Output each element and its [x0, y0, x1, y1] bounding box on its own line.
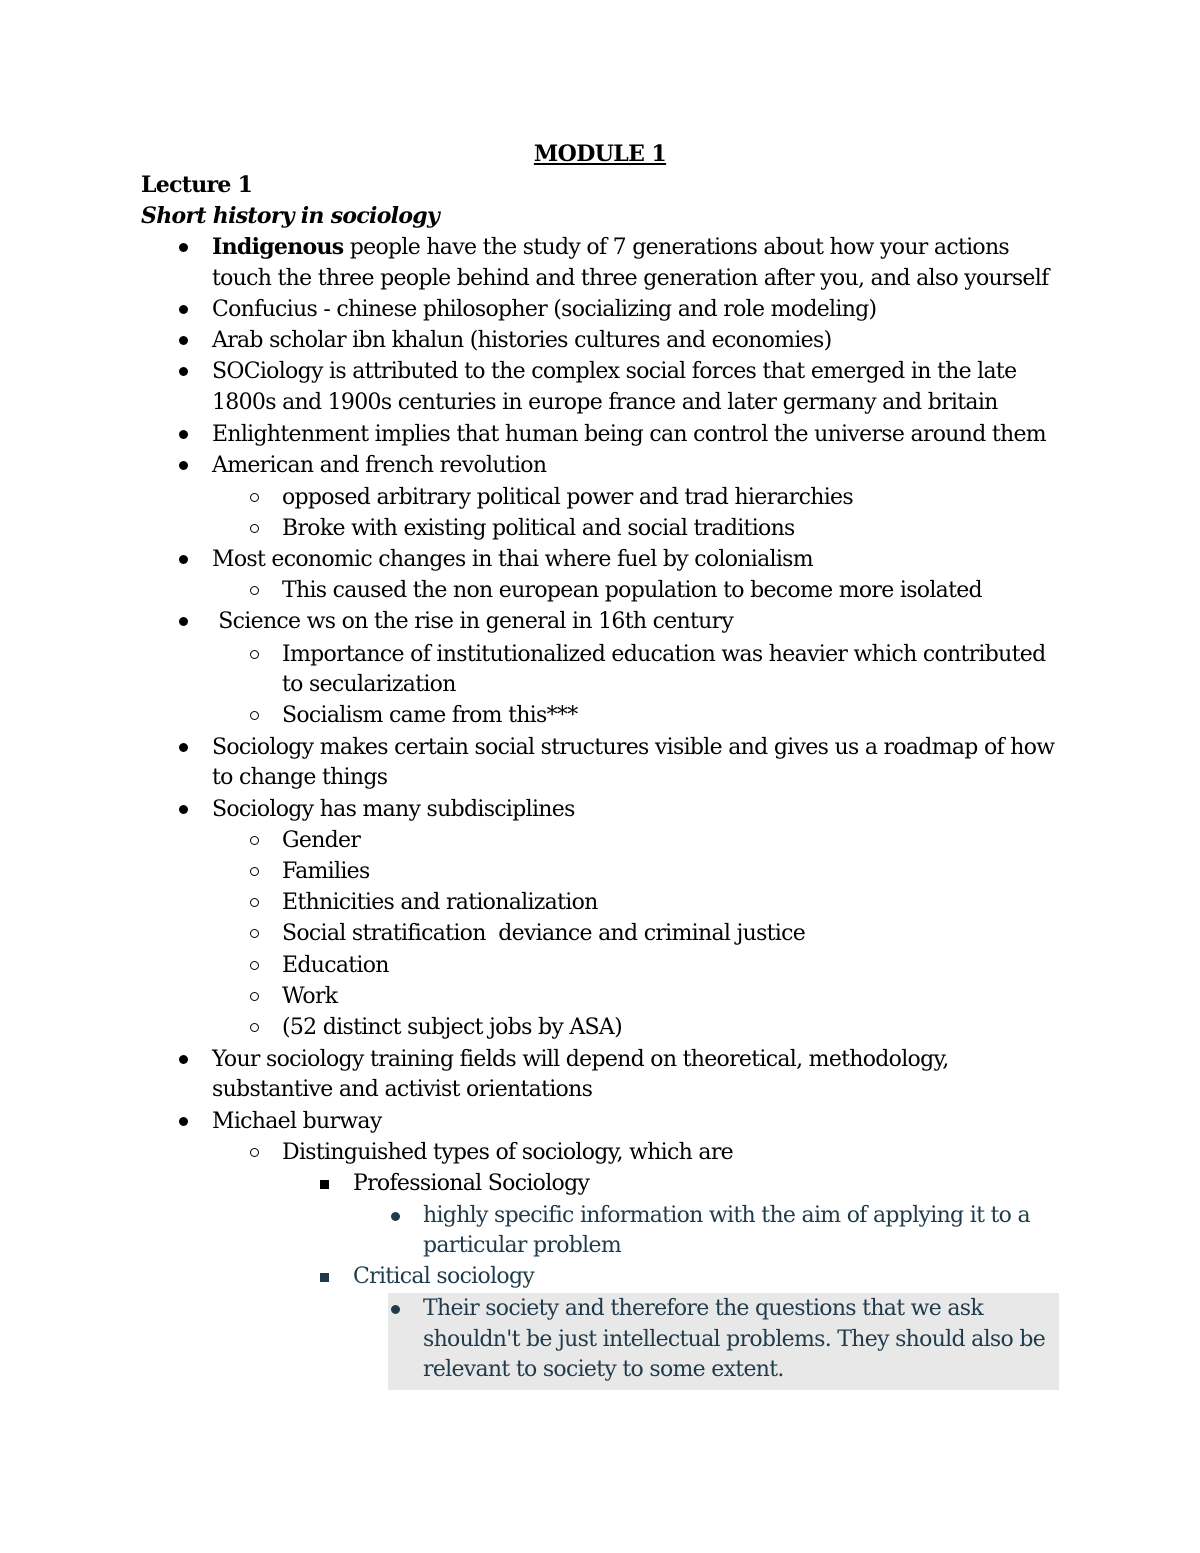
fourth-level-item: Their society and therefore the questions that we ask [423, 1296, 984, 1321]
list-item: Your sociology training fields will depend on theoretical, methodology, [212, 1047, 949, 1072]
sub-list-item: Broke with existing political and social traditions [282, 516, 795, 541]
sub-list-item-continuation: to secularization [282, 672, 456, 697]
fourth-level-item-continuation: shouldn't be just intellectual problems. They should also be [423, 1327, 1046, 1352]
bullet-dot [179, 805, 188, 814]
list-item-continuation: to change things [212, 765, 388, 790]
fourth-level-item: highly specific information with the aim of applying it to a [423, 1203, 1030, 1228]
list-item: Michael burway [212, 1109, 382, 1134]
bullet-circle [250, 898, 259, 907]
bullet-dot [179, 367, 188, 376]
list-item-continuation: 1800s and 1900s centuries in europe france and later germany and britain [212, 390, 998, 415]
bullet-circle [250, 586, 259, 595]
list-item: Science ws on the rise in general in 16th century [212, 609, 734, 634]
sub-list-item: This caused the non european population to become more isolated [282, 578, 982, 603]
bullet-dot [179, 461, 188, 470]
bullet-dot [179, 555, 188, 564]
fourth-level-item-continuation: relevant to society to some extent. [423, 1357, 784, 1382]
list-item: Confucius - chinese philosopher (socializing and role modeling) [212, 297, 877, 322]
lecture-heading: Lecture 1 [141, 172, 253, 198]
bullet-circle [250, 836, 259, 845]
bullet-circle [250, 992, 259, 1001]
bullet-circle [250, 1023, 259, 1032]
list-item [212, 232, 1009, 263]
bullet-dot [179, 743, 188, 752]
bullet-dot [179, 243, 188, 252]
bullet-circle [250, 929, 259, 938]
bullet-square [320, 1180, 329, 1189]
bullet-circle [250, 961, 259, 970]
list-item: Most economic changes in thai where fuel by colonialism [212, 547, 813, 572]
bullet-square [320, 1273, 329, 1282]
bullet-circle [250, 493, 259, 502]
bullet-dot [179, 617, 188, 626]
sub-list-item: Education [282, 953, 389, 978]
bullet-dot [179, 1055, 188, 1064]
sub-list-item: Socialism came from this*** [282, 703, 578, 728]
sub-list-item: Distinguished types of sociology, which are [282, 1140, 733, 1165]
bullet-dot [391, 1212, 400, 1221]
bullet-dot [179, 430, 188, 439]
list-item-continuation: touch the three people behind and three generation after you, and also yourself [212, 266, 1049, 291]
module-title: MODULE 1 [533, 141, 667, 167]
bold-term: Indigenous [212, 234, 344, 260]
list-item: SOCiology is attributed to the complex social forces that emerged in the late [212, 359, 1017, 384]
list-item-continuation: substantive and activist orientations [212, 1077, 593, 1102]
bullet-dot [179, 336, 188, 345]
fourth-level-item-continuation: particular problem [423, 1233, 621, 1258]
bullet-circle [250, 650, 259, 659]
sub-list-item: Gender [282, 828, 361, 853]
third-level-item: Professional Sociology [353, 1171, 590, 1196]
list-item: Sociology has many subdisciplines [212, 797, 575, 822]
sub-list-item: Families [282, 859, 370, 884]
list-item: Arab scholar ibn khalun (histories cultures and economies) [212, 328, 832, 353]
sub-list-item: Ethnicities and rationalization [282, 890, 598, 915]
list-item: Enlightenment implies that human being can control the universe around them [212, 422, 1046, 447]
bullet-dot [179, 1117, 188, 1126]
bullet-dot [391, 1305, 400, 1314]
third-level-item: Critical sociology [353, 1264, 535, 1289]
bullet-circle [250, 867, 259, 876]
section-subtitle: Short history in sociology [141, 203, 440, 229]
bullet-circle [250, 524, 259, 533]
list-item: American and french revolution [212, 453, 547, 478]
sub-list-item: (52 distinct subject jobs by ASA) [282, 1015, 622, 1040]
list-item: Sociology makes certain social structures visible and gives us a roadmap of how [212, 735, 1055, 760]
sub-list-item: opposed arbitrary political power and trad hierarchies [282, 485, 853, 510]
bullet-dot [179, 305, 188, 314]
sub-list-item: Social stratification deviance and criminal justice [282, 921, 806, 946]
list-item-text: people have the study of 7 generations about how your actions [343, 235, 1010, 260]
bullet-circle [250, 1148, 259, 1157]
sub-list-item: Importance of institutionalized education was heavier which contributed [282, 642, 1046, 667]
bullet-circle [250, 711, 259, 720]
sub-list-item: Work [282, 984, 338, 1009]
